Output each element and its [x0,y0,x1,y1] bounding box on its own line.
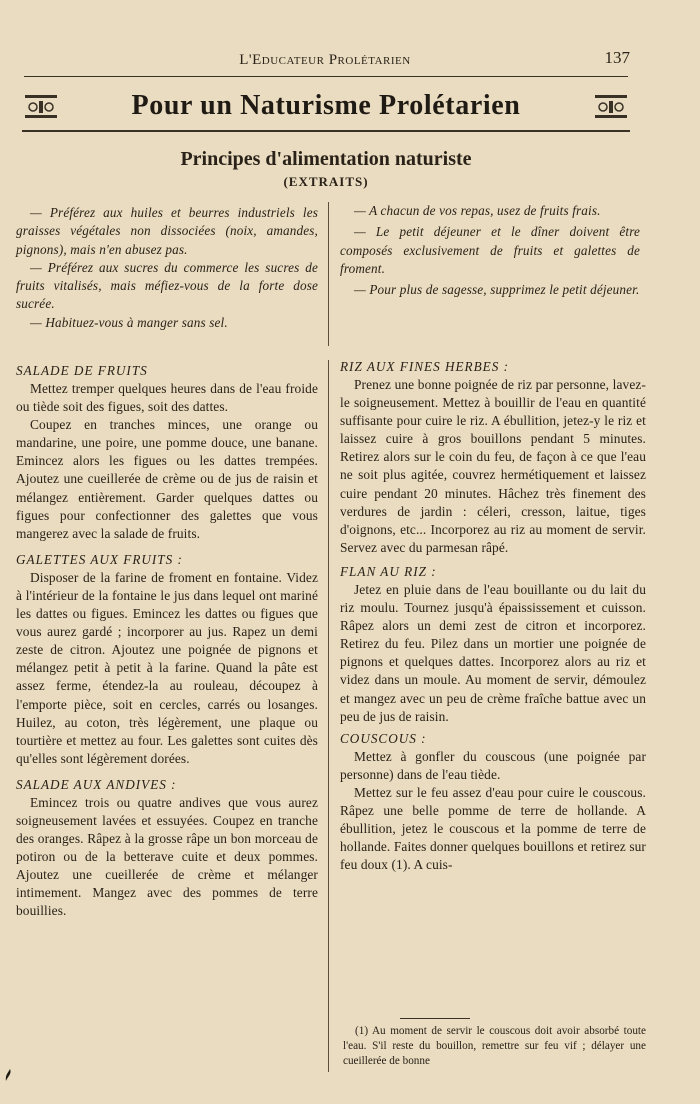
recipe-paragraph: Emincez trois ou quatre andives que vous aurez soigneusement lavées et essuyées. Coupez en tranche des oranges. Râpez à la grosse râpe un bon morceau de potiron ou de la betterave cuite et deux pommes. Ajoutez une cueillerée de crème et mélanger intimement. Mangez avec des pommes de terre bouillies. [16,794,318,919]
maxim: — Le petit déjeuner et le dîner doivent être composés exclusivement de fruits et galettes de froment. [340,224,640,276]
recipes-left-column [16,362,318,921]
maxims-right-column [340,202,640,302]
maxim: — Préférez aux huiles et beurres industriels les graisses végétales non dissociées (noix, amandes, pignons), mais n'en abusez pas. [16,205,318,257]
article-banner [22,90,630,130]
page-number: 137 [604,48,630,67]
chariot-ornament-icon [594,94,628,120]
banner-rule [22,130,630,132]
maxim: — A chacun de vos repas, usez de fruits frais. [354,203,601,218]
recipe-paragraph: Disposer de la farine de froment en fontaine. Videz à l'intérieur de la fontaine le jus dans lequel ont mariné les dattes ou figues. Emincez les dattes ou figues que vous aurez gardé ; incorporer au jus. Rapez un demi zeste de citron. Ajoutez une poignée de pignons et mélangez petit à petit à la farine. Quand la pâte est assez ferme, étendez-la au rouleau, découpez à l'emporte pièce, soit en cercles, carrés ou losanges. Huilez, au coton, très légèrement, une plaque ou tourtière et mettez au four. Les galettes sont cuites dès qu'elles sont légèrement dorées. [16,569,318,766]
recipe-paragraph: Mettez tremper quelques heures dans de l'eau froide ou tiède soit des figues, soit des dattes. [16,381,318,415]
article-title: Pour un Naturisme Prolétarien [131,90,521,121]
recipe-paragraph: Prenez une bonne poignée de riz par personne, lavez-le soigneusement. Mettez à bouillir de l'eau en quantité suffisante pour cuire le riz. A ébullition, jetez-y le riz et laissez cuire à gros bouillons pendant 5 minutes. Retirez alors sur le coin du feu, de façon à ce que l'eau ne soit plus agitée, couvrez hermétiquement et laissez cuire pendant 20 minutes. Hâchez très finement des verdures de jardin : céleri, cresson, laitue, tiges d'oignons, etc... Incorporez au riz au moment de servir. Servez avec du parmesan râpé. [340,377,646,555]
section-subtitle: (EXTRAITS) [283,174,369,189]
chariot-ornament-icon [24,94,58,120]
header-rule [24,76,628,77]
footnote-rule [400,1018,470,1019]
recipe-paragraph: Jetez en pluie dans de l'eau bouillante ou du lait du riz moulu. Tournez jusqu'à épaississement et cuisson. Râpez alors un demi zest de citron et incorporez. Retirez du feu. Pilez dans un mortier une poignée de pignons et quelques dattes. Incorporez alors au riz et videz dans un moule. Au moment de servir, démoulez et mangez avec un peu de crème fraîche battue avec un peu de jus de raisin. [340,581,646,724]
column-divider [328,202,329,346]
ink-mark-icon [4,1068,14,1082]
maxims-left-column [16,204,318,332]
recipe-paragraph: Coupez en tranches minces, une orange ou mandarine, une poire, une pomme douce, une banane. Emincez alors les figues ou les dattes trempées. Ajoutez une cueillerée de crème ou de jus de raisin et mélangez entièrement. Garder quelques dattes ou figues pour confectionner des galettes que vous mangerez avec la salade de fruits. [16,417,318,541]
footnote: (1) Au moment de servir le couscous doit avoir absorbé toute l'eau. S'il reste du bouillon, remettre sur feu vif ; délayer une cueillerée de bonne [343,1025,646,1067]
running-head [20,48,630,76]
recipe-heading: COUSCOUS : [340,730,427,746]
recipe-heading: SALADE AUX ANDIVES : [16,776,177,792]
recipe-paragraph: Mettez sur le feu assez d'eau pour cuire le couscous. Râpez une belle pomme de terre de hollande. A ébullition, jetez le couscous et la pomme de terre de hollande. Faites donner quelques bouillons et retirez sur feu doux (1). A cuis- [340,784,646,873]
maxim: — Préférez aux sucres du commerce les sucres de fruits vitalisés, mais méfiez-vous de la forte dose sucrée. [16,259,318,312]
recipe-heading: GALETTES AUX FRUITS : [16,551,183,567]
recipes-right-column [340,358,646,874]
section-title: Principes d'alimentation naturiste [180,148,472,170]
recipe-heading: RIZ AUX FINES HERBES : [340,359,509,374]
journal-title: L'Educateur Prolétarien [239,52,411,68]
maxim: — Pour plus de sagesse, supprimez le petit déjeuner. [354,282,640,298]
maxim: — Habituez-vous à manger sans sel. [30,314,228,330]
recipe-heading: SALADE DE FRUITS [16,363,148,378]
column-divider [328,360,329,1072]
recipe-paragraph: Mettez à gonfler du couscous (une poignée par personne) dans de l'eau tiède. [340,748,646,782]
recipe-heading: FLAN AU RIZ : [340,563,437,579]
